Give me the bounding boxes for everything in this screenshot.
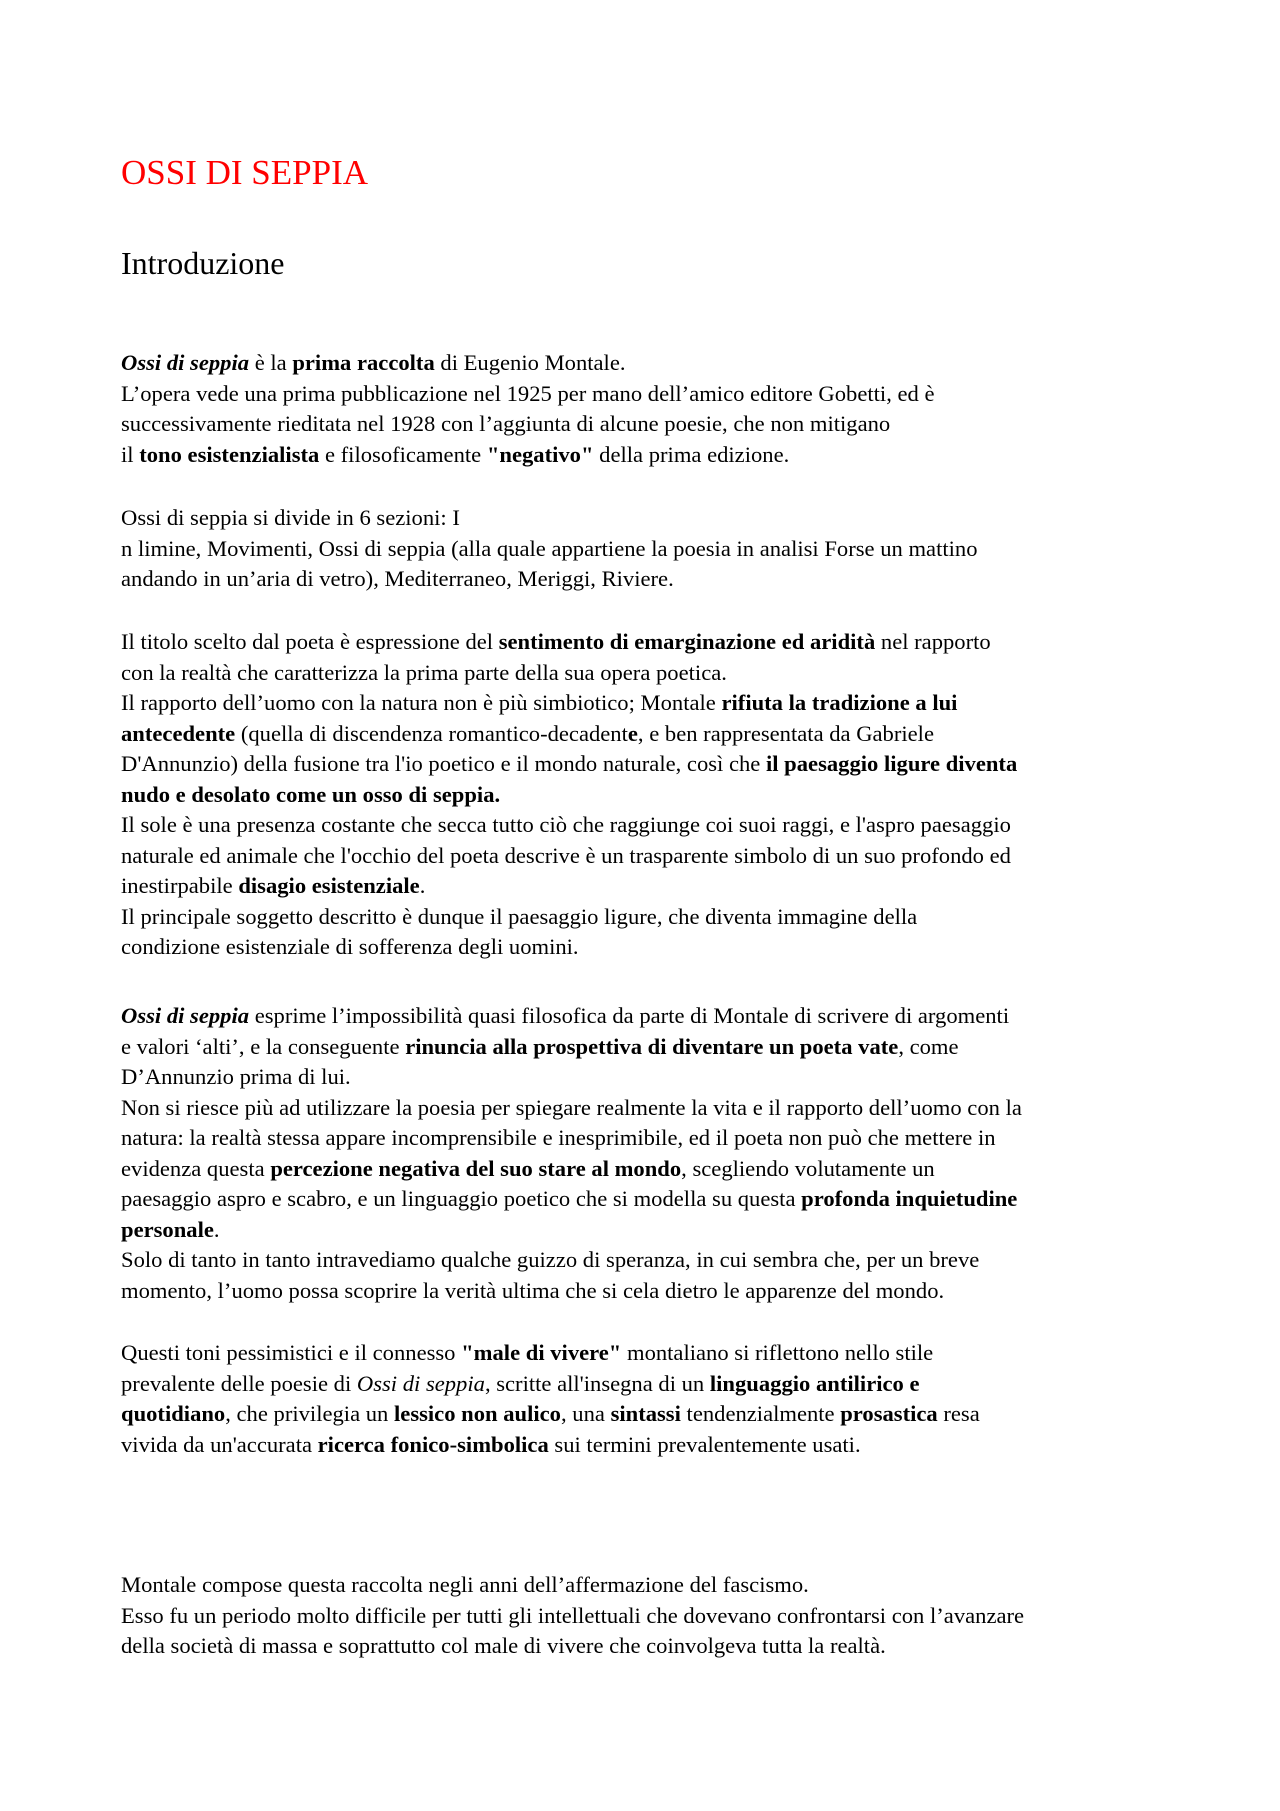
emphasized-text: lessico non aulico xyxy=(394,1401,561,1426)
text-run: D’Annunzio prima di lui. xyxy=(121,1064,351,1089)
paragraph xyxy=(121,348,1171,470)
emphasized-text: percezione negativa del suo stare al mondo xyxy=(270,1155,682,1181)
emphasized-text: "male di vivere" xyxy=(461,1340,622,1365)
text-run: momento, l’uomo possa scoprire la verità ultima che si cela dietro le apparenze del mondo. xyxy=(121,1277,945,1303)
text-line xyxy=(121,379,1171,410)
text-run: Montale compose questa raccolta negli anni dell’affermazione del fascismo. xyxy=(121,1572,809,1597)
text-line xyxy=(121,841,1171,872)
text-run: Il principale soggetto descritto è dunque il paesaggio ligure, che diventa immagine della xyxy=(121,903,918,929)
text-line xyxy=(121,780,1171,811)
text-run: resa xyxy=(937,1401,980,1426)
text-line xyxy=(121,1276,1171,1307)
text-run: . xyxy=(213,1216,220,1242)
text-line xyxy=(121,1570,1171,1601)
text-line xyxy=(121,1123,1171,1154)
text-line xyxy=(121,1062,1171,1093)
emphasized-text: "negativo" xyxy=(486,441,594,467)
text-line xyxy=(121,1399,1171,1430)
text-line xyxy=(121,564,1171,595)
text-run: della prima edizione. xyxy=(593,441,790,467)
text-run: e filosoficamente xyxy=(319,441,487,467)
text-line xyxy=(121,1245,1171,1276)
text-run: L’opera vede una prima pubblicazione nel 1925 per mano dell’amico editore Gobetti, ed è xyxy=(121,380,935,406)
text-line xyxy=(121,1338,1171,1369)
emphasized-text: Ossi di seppia xyxy=(356,1370,485,1396)
paragraph xyxy=(121,627,1171,963)
text-line xyxy=(121,440,1171,471)
text-line xyxy=(121,1032,1171,1063)
text-run: Non si riesce più ad utilizzare la poesia per spiegare realmente la vita e il rapporto dell’uomo con la xyxy=(121,1094,1022,1120)
text-run: vivida da un'accurata xyxy=(121,1431,318,1457)
emphasized-text: Ossi di seppia xyxy=(121,1003,250,1028)
emphasized-text: e xyxy=(627,720,638,746)
text-line xyxy=(121,1631,1171,1662)
section-heading: Introduzione xyxy=(121,245,285,281)
text-run: naturale ed animale che l'occhio del poeta descrive è un trasparente simbolo di un suo profondo ed xyxy=(121,842,1011,868)
text-run: inestirpabile xyxy=(121,873,239,898)
text-run: D'Annunzio) della fusione tra l'io poetico e il mondo naturale, così che xyxy=(121,751,766,776)
text-run: n limine, Movimenti, Ossi di seppia (alla quale appartiene la poesia in analisi Forse un mattino xyxy=(121,535,978,561)
emphasized-text: ricerca fonico-simbolica xyxy=(317,1431,549,1457)
emphasized-text: prima raccolta xyxy=(292,350,435,375)
paragraph xyxy=(121,1338,1171,1460)
text-run: paesaggio aspro e scabro, e un linguaggio poetico che si modella su questa xyxy=(121,1186,802,1211)
emphasized-text: linguaggio antilirico e xyxy=(709,1370,920,1396)
text-run: montaliano si riflettono nello stile xyxy=(621,1340,934,1365)
emphasized-text: quotidiano xyxy=(121,1401,226,1426)
emphasized-text: rifiuta la tradizione a lui xyxy=(721,690,958,715)
paragraph xyxy=(121,1570,1171,1662)
text-run: andando in un’aria di vetro), Mediterraneo, Meriggi, Riviere. xyxy=(121,566,674,591)
text-run: sui termini prevalentemente usati. xyxy=(548,1431,861,1457)
text-run: Esso fu un periodo molto difficile per tutti gli intellettuali che dovevano confrontarsi con l’avanzare xyxy=(121,1602,1025,1628)
text-run: tendenzialmente xyxy=(680,1401,841,1426)
paragraph xyxy=(121,503,1171,595)
text-run: Solo di tanto in tanto intravediamo qualche guizzo di speranza, in cui sembra che, per un breve xyxy=(121,1247,980,1272)
emphasized-text: profonda inquietudine xyxy=(801,1186,1018,1211)
text-run: Ossi di seppia si divide in 6 sezioni: I xyxy=(121,505,460,530)
text-run: , scegliendo volutamente un xyxy=(681,1155,935,1181)
text-line xyxy=(121,749,1171,780)
text-run: natura: la realtà stessa appare incomprensibile e inesprimibile, ed il poeta non può che mettere in xyxy=(121,1125,996,1150)
text-line xyxy=(121,932,1171,963)
text-run: di Eugenio Montale. xyxy=(434,350,626,375)
emphasized-text: prosastica xyxy=(840,1401,938,1426)
text-run: della società di massa e soprattutto col male di vivere che coinvolgeva tutta la realtà. xyxy=(121,1633,886,1658)
text-line xyxy=(121,348,1171,379)
text-run: esprime l’impossibilità quasi filosofica da parte di Montale di scrivere di argomenti xyxy=(249,1003,1010,1028)
text-run: (quella di discendenza romantico-decadent xyxy=(235,720,628,746)
text-run: Il sole è una presenza costante che secca tutto ciò che raggiunge coi suoi raggi, e l'aspro paesaggio xyxy=(121,812,1011,837)
emphasized-text: sentimento di emarginazione ed aridità xyxy=(498,629,876,654)
text-run: Il titolo scelto dal poeta è espressione del xyxy=(121,629,499,654)
emphasized-text: antecedente xyxy=(121,720,236,746)
text-run: successivamente rieditata nel 1928 con l’aggiunta di alcune poesie, che non mitigano xyxy=(121,411,891,436)
text-run: , e ben rappresentata da Gabriele xyxy=(637,720,934,746)
text-line xyxy=(121,1215,1171,1246)
emphasized-text: disagio esistenziale xyxy=(238,873,420,898)
text-run: condizione esistenziale di sofferenza degli uomini. xyxy=(121,934,579,959)
text-line xyxy=(121,534,1171,565)
text-line xyxy=(121,658,1171,689)
emphasized-text: sintassi xyxy=(610,1401,681,1426)
text-run: prevalente delle poesie di xyxy=(121,1370,357,1396)
text-line xyxy=(121,1154,1171,1185)
emphasized-text: il paesaggio ligure diventa xyxy=(765,751,1018,776)
text-run: Il rapporto dell’uomo con la natura non è più simbiotico; Montale xyxy=(121,690,722,715)
text-line xyxy=(121,688,1171,719)
text-run: nel rapporto xyxy=(875,629,991,654)
text-run: , che privilegia un xyxy=(225,1401,395,1426)
text-run: il xyxy=(121,441,140,467)
text-line xyxy=(121,902,1171,933)
text-run: , come xyxy=(898,1033,959,1059)
text-line xyxy=(121,1601,1171,1632)
text-line xyxy=(121,627,1171,658)
document-title: OSSI DI SEPPIA xyxy=(121,153,368,192)
paragraph xyxy=(121,1001,1171,1306)
text-line xyxy=(121,1093,1171,1124)
emphasized-text: rinuncia alla prospettiva di diventare un poeta vate xyxy=(405,1033,899,1059)
text-line xyxy=(121,810,1171,841)
text-line xyxy=(121,1369,1171,1400)
text-run: Questi toni pessimistici e il connesso xyxy=(121,1340,462,1365)
text-run: , una xyxy=(560,1401,611,1426)
text-run: evidenza questa xyxy=(121,1155,271,1181)
text-run: è la xyxy=(249,350,293,375)
text-line xyxy=(121,503,1171,534)
text-run: . xyxy=(419,873,426,898)
emphasized-text: personale xyxy=(121,1216,214,1242)
text-run: e valori ‘alti’, e la conseguente xyxy=(121,1033,406,1059)
text-run: con la realtà che caratterizza la prima parte della sua opera poetica. xyxy=(121,659,727,685)
text-line xyxy=(121,1001,1171,1032)
text-line xyxy=(121,1430,1171,1461)
emphasized-text: Ossi di seppia xyxy=(121,350,250,375)
text-line xyxy=(121,871,1171,902)
emphasized-text: nudo e desolato come un osso di seppia. xyxy=(121,781,501,807)
text-line xyxy=(121,409,1171,440)
text-run: , scritte all'insegna di un xyxy=(484,1370,710,1396)
emphasized-text: tono esistenzialista xyxy=(139,441,320,467)
text-line xyxy=(121,1184,1171,1215)
text-line xyxy=(121,719,1171,750)
